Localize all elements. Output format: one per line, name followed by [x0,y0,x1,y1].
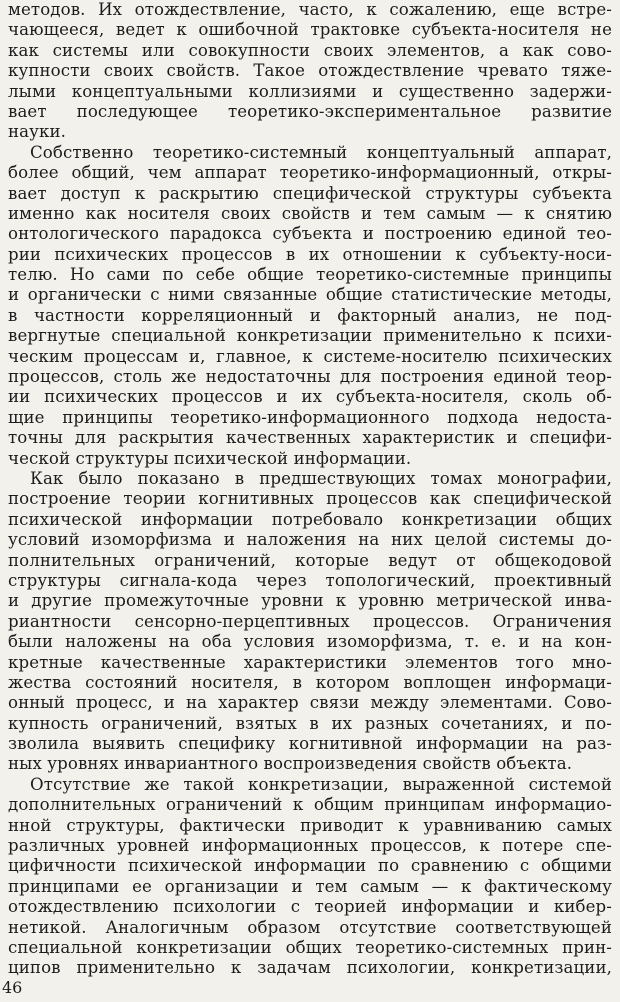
text-line: цифичности психической информации по сравнению с общими [8,856,612,876]
text-line: жества состояний носителя, в котором воплощен информаци- [8,672,612,692]
text-line: Собственно теоретико-системный концептуальный аппарат, [30,142,612,162]
text-line: отождествлению психологии с теорией информации и кибер- [8,897,612,917]
text-line: ии психических процессов и их субъекта-носителя, сколь об- [8,387,612,407]
text-line: методов. Их отождествление, часто, к сожалению, еще встре- [8,0,612,19]
text-line: онный процесс, и на характер связи между элементами. Сово- [8,693,612,713]
text-line: лыми концептуальными коллизиями и существенно задержи- [8,81,612,101]
text-line: ных уровнях инвариантного воспроизведения свойств объекта. [8,754,573,774]
paragraph [8,0,612,143]
text-line: вергнутые специальной конкретизации применительно к психи- [8,326,612,346]
text-line: купность ограничений, взятых в их разных сочетаниях, и по- [8,713,612,733]
text-line: купности своих свойств. Такое отождествление чревато тяже- [8,61,612,81]
text-line: именно как носителя своих свойств и тем самым — к снятию [8,203,612,223]
page-number: 46 [2,978,23,997]
text-line: различных уровней информационных процессов, к потере спе- [8,836,612,856]
text-line: структуры сигнала-кода через топологический, проективный [8,570,612,590]
text-line: вает доступ к раскрытию специфической структуры субъекта [8,183,612,203]
text-line: и другие промежуточные уровни к уровню метрической инва- [8,591,612,611]
text-line: Как было показано в предшествующих томах монографии, [30,468,612,488]
text-line: зволила выявить специфику когнитивной информации на раз- [8,734,612,754]
text-line: специальной конкретизации общих теоретико-системных прин- [8,937,612,957]
text-line: в частности корреляционный и факторный анализ, не под- [8,305,612,325]
text-line: нетикой. Аналогичным образом отсутствие соответствующей [8,917,612,937]
paragraph [8,775,612,979]
text-line: принципами ее организации и тем самым — к фактическому [8,876,612,896]
text-line: рии психических процессов в их отношении к субъекту-носи- [8,244,612,264]
paragraph [8,469,612,775]
text-line: вает последующее теоретико-экспериментальное развитие [8,101,612,121]
text-line: дополнительных ограничений к общим принципам информацио- [8,795,612,815]
text-line: точны для раскрытия качественных характеристик и специфи- [8,428,612,448]
text-line: ческим процессам и, главное, к системе-носителю психических [8,346,612,366]
text-line: риантности сенсорно-перцептивных процессов. Ограничения [8,611,612,631]
text-line: телю. Но сами по себе общие теоретико-системные принципы [8,265,612,285]
text-line: Отсутствие же такой конкретизации, выраженной системой [30,774,612,794]
text-line: психической информации потребовало конкретизации общих [8,509,612,529]
paragraph [8,143,612,469]
text-line: как системы или совокупности своих элементов, а как сово- [8,40,612,60]
text-line: ческой структуры психической информации. [8,448,412,468]
text-line: построение теории когнитивных процессов как специфической [8,489,612,509]
text-line: науки. [8,122,67,142]
text-line: полнительных ограничений, которые ведут от общекодовой [8,550,612,570]
text-line: процессов, столь же недостаточны для построения единой теор- [8,367,612,387]
body-text [8,0,612,979]
text-line: и органически с ними связанные общие статистические методы, [8,285,612,305]
text-line: онтологического парадокса субъекта и построению единой тео- [8,224,612,244]
text-line: ципов применительно к задачам психологии, конкретизации, [8,958,612,978]
text-line: условий изоморфизма и наложения на них целой системы до- [8,530,612,550]
text-line: более общий, чем аппарат теоретико-информационный, откры- [8,163,612,183]
text-line: щие принципы теоретико-информационного подхода недоста- [8,407,612,427]
text-line: чающееся, ведет к ошибочной трактовке субъекта-носителя не [8,20,612,40]
text-line: кретные качественные характеристики элементов того мно- [8,652,612,672]
text-line: нной структуры, фактически приводит к уравниванию самых [8,815,612,835]
text-line: были наложены на оба условия изоморфизма, т. е. и на кон- [8,632,612,652]
